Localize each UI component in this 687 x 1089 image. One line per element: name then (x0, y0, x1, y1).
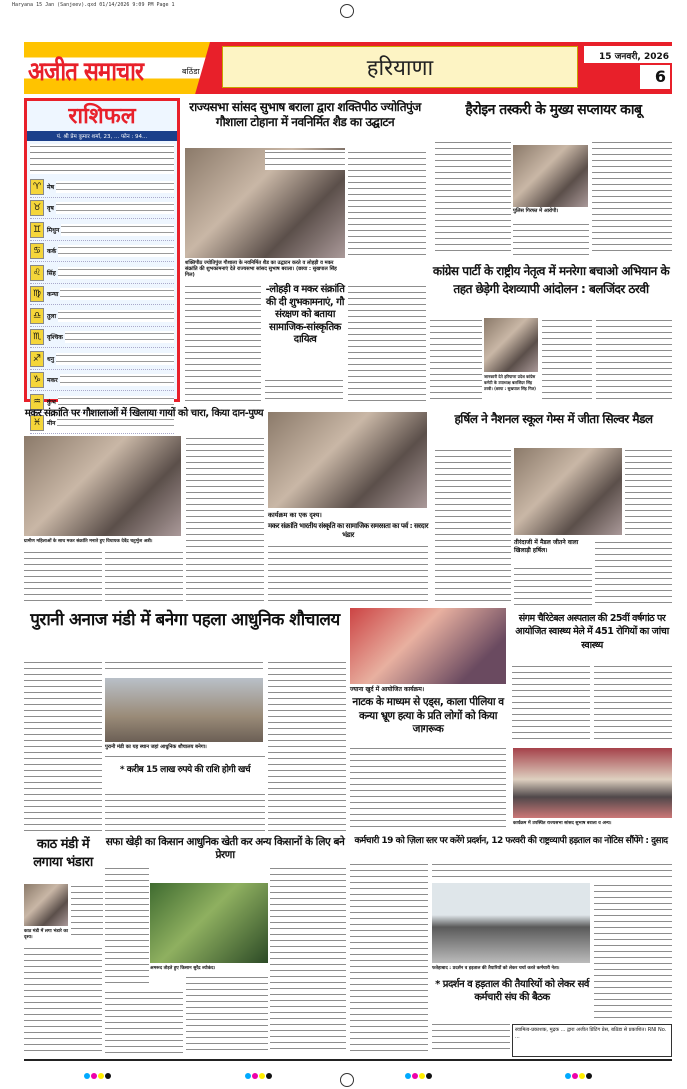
color-bar (565, 1064, 593, 1083)
sign-name: धनु (47, 355, 55, 363)
body-safa (105, 990, 183, 1054)
body-harshil (435, 448, 511, 606)
bottom-rule (24, 1059, 672, 1061)
body-heroin (435, 140, 511, 256)
body-congress (430, 318, 482, 402)
sign-name: मेष (47, 183, 55, 191)
photo-karmachari-protest (432, 883, 590, 963)
subhead-karmachari: * प्रदर्शन व हड़ताल की तैयारियों को लेकर सर्व कर्मचारी संघ की बैठक (435, 979, 589, 1003)
print-slug: Haryana 15 Jan (Sanjeev).qxd 01/14/2026 9:09 PM Page 1 (12, 2, 175, 8)
body-mandi (105, 754, 265, 762)
body-harshil (625, 448, 672, 538)
zodiac-icon: ♌ (30, 265, 44, 281)
body-harshil (595, 540, 672, 606)
headline-barala: राज्यसभा सांसद सुभाष बराला द्वारा शक्तिपीठ ज्योतिपुंज गौशाला टोहाना में नवनिर्मित शैड का उद्घाटन (189, 100, 421, 129)
zodiac-icon: ♉ (30, 200, 44, 216)
page-number: 6 (640, 65, 670, 89)
body-safa (105, 866, 149, 986)
headline-sangam: संगम चैरिटेबल अस्पताल की 25वीं वर्षगांठ पर आयोजित स्वास्थ्य मेले में 451 रोगियों का जांचा स्वास्थ्य (515, 613, 669, 651)
rashifal-sign-row (30, 371, 174, 392)
body-karmachari (432, 862, 672, 880)
imprint-box: स्वामित्व-प्रकाशक, मुद्रक ... द्वारा अजीत प्रिंटिंग प्रेस, बठिंडा से प्रकाशित। RNI No. ... (512, 1024, 672, 1057)
headline-makar: मकर संक्रांति पर गौशालाओं में खिलाया गायों को चारा, किया दान-पुण्य (24, 408, 264, 419)
rashifal-sign-row (30, 177, 174, 198)
rashifal-sign-row (30, 220, 174, 241)
body-center (268, 544, 428, 606)
photo-kath (24, 884, 68, 926)
caption-sangam: कार्यक्रम में उपस्थित राज्यसभा सांसद सुभाष बराला व अन्य। (513, 821, 612, 826)
body-barala (185, 284, 261, 402)
body-safa (270, 866, 346, 1054)
headline-natak: नाटक के माध्यम से एड्स, काला पीलिया व कन्या भ्रूण हत्या के प्रति लोगों को किया जागरूक (352, 696, 504, 736)
photo-mandi-trucks (105, 678, 263, 742)
section-title: हरियाणा (222, 46, 578, 88)
rashifal-title: राशिफल (68, 103, 136, 129)
photo-baljinder-tharvi (484, 318, 538, 372)
zodiac-icon: ♒ (30, 394, 44, 410)
headline-center: मकर संक्रांति भारतीय संस्कृति का सामाजिक समरसता का पर्व : सरदार भंडार (268, 522, 428, 539)
color-bar (405, 1064, 433, 1083)
registration-mark (340, 1073, 354, 1087)
zodiac-icon: ♓ (30, 415, 44, 431)
rashifal-sign-row (30, 263, 174, 284)
headline-heroin: हैरोइन तस्करी के मुख्य सप्लायर काबू (465, 102, 642, 118)
zodiac-icon: ♋ (30, 243, 44, 259)
caption-barala: शक्तिपीठ ज्योतिपुंज गौशाला के नवनिर्मित शैड का उद्घाटन करते व लोहड़ी व मकर संक्रांति की शुभकामनाएं देते राज्यसभा सांसद सुभाष बराला। (छाया : सुखपाल सिंह गिल) (185, 260, 337, 278)
body-heroin (513, 222, 589, 256)
caption-harshil: तीरंदाजी में मैडल जीतने वाला खिलाड़ी हर्षिल। (514, 539, 579, 554)
sign-name: सिंह (47, 269, 56, 277)
rashifal-byline: पं. श्री प्रेम कुमार शर्मा, 23, ... फोन : 94... (27, 131, 177, 141)
photo-program (268, 412, 427, 508)
photo-safa-farmer (150, 883, 268, 963)
headline-congress: कांग्रेस पार्टी के राष्ट्रीय नेतृत्व में मनरेगा बचाओ अभियान के तहत छेड़ेगी देशव्यापी आंदोलन : बलजिंदर ठरवी (432, 264, 670, 296)
photo-heroin-accused (513, 145, 588, 207)
rashifal-sign-row (30, 285, 174, 306)
issue-date: 15 जनवरी, 2026 (584, 46, 672, 63)
sign-prediction (56, 353, 174, 365)
body-mandi (268, 660, 346, 832)
body-congress (596, 318, 672, 402)
caption-makar: ग्रामीण महिलाओं के साथ मकर संक्रांति मनाते हुए विधायक देवेंद्र चतुर्भुज अत्री। (24, 539, 153, 544)
sign-prediction (65, 331, 174, 343)
body-heroin (592, 140, 672, 256)
color-bar (84, 1064, 112, 1083)
sign-prediction (56, 181, 174, 193)
body-karmachari (350, 862, 428, 1054)
body-harshil (514, 566, 592, 606)
sign-prediction (58, 396, 174, 408)
zodiac-icon: ♊ (30, 222, 44, 238)
rashifal-sign-row (30, 328, 174, 349)
sign-prediction (60, 374, 174, 386)
caption-mandi: पुरानी मंडी का यह स्थान जहां आधुनिक शौचालय बनेगा। (105, 744, 207, 750)
registration-mark (340, 4, 354, 18)
caption-safa: अमरूद तोड़ते हुए किसान सुरेंद्र श्योकंद। (150, 966, 216, 971)
body-sangam (512, 664, 590, 744)
body-mandi (24, 660, 102, 832)
headline-safa: सफा खेड़ी का किसान आधुनिक खेती कर अन्य किसानों के लिए बने प्रेरणा (105, 836, 345, 862)
body-makar (24, 550, 102, 606)
sign-prediction (56, 202, 174, 214)
body-makar (186, 436, 264, 606)
sign-name: वृश्चिक (47, 334, 63, 342)
body-barala (265, 150, 345, 170)
body-karmachari (594, 883, 672, 1019)
headline-harshil: हर्षिल ने नैशनल स्कूल गेम्स में जीता सिल्वर मैडल (454, 412, 653, 426)
headline-mandi: पुरानी अनाज मंडी में बनेगा पहला आधुनिक शौचालय (30, 610, 340, 630)
sign-prediction (58, 267, 174, 279)
rashifal-sign-row (30, 349, 174, 370)
zodiac-icon: ♎ (30, 308, 44, 324)
sign-prediction (58, 245, 174, 257)
body-makar (105, 550, 183, 606)
sign-name: वृष (47, 205, 54, 213)
photo-jyana (350, 608, 506, 684)
zodiac-icon: ♏ (30, 329, 44, 345)
rashifal-sign-row (30, 199, 174, 220)
caption-heroin: पुलिस गिरफ्त में आरोपी। (513, 208, 559, 214)
subhead-mandi: * करीब 15 लाख रुपये की राशि होगी खर्च (119, 765, 251, 775)
edition-city: बठिंडा (182, 67, 200, 76)
body-sangam (594, 664, 672, 744)
body-natak (350, 746, 506, 832)
photo-makar (24, 436, 181, 536)
subhead-barala: -लोहड़ी व मकर संक्रांति की दी शुभकामनाएं, गौ संरक्षण को बताया सामाजिक-सांस्कृतिक दायित्व (265, 284, 345, 345)
zodiac-icon: ♍ (30, 286, 44, 302)
sign-name: मकर (47, 377, 58, 385)
sign-prediction (60, 288, 174, 300)
caption-karmachari: फतेहाबाद : प्रदर्शन व हड़ताल की तैयारियों को लेकर चर्चा करते कर्मचारी नेता। (432, 966, 560, 971)
sign-name: तुला (47, 312, 57, 320)
body-barala (348, 150, 426, 256)
sign-name: मिथुन (47, 226, 60, 234)
headline-kath: काठ मंडी में लगाया भंडारा (33, 837, 93, 870)
panchang-text (30, 144, 174, 174)
photo-harshil (514, 448, 622, 535)
caption-jyana: ज्याना खुर्द में आयोजित कार्यक्रम। (350, 686, 425, 693)
body-kath (24, 946, 102, 1054)
zodiac-icon: ♈ (30, 179, 44, 195)
sign-prediction (58, 310, 174, 322)
body-karmachari (432, 1022, 510, 1054)
body-barala (265, 378, 343, 402)
body-mandi (105, 660, 263, 674)
sign-name: मीन (47, 420, 56, 428)
photo-sangam (513, 748, 672, 818)
sign-name: कन्या (47, 291, 59, 299)
sign-prediction (61, 224, 174, 236)
caption-congress: जानकारी देते हरियाणा प्रदेश कांग्रेस कमेटी के उपाध्यक्ष बलजिंदर सिंह ठरवी। (छाया : सुखपाल सिंह गिल) (484, 374, 537, 391)
body-mandi (105, 792, 265, 832)
sign-name: कर्क (47, 248, 57, 256)
rashifal-sign-row (30, 306, 174, 327)
caption-program: कार्यक्रम का एक दृश्य। (268, 511, 322, 519)
zodiac-icon: ♑ (30, 372, 44, 388)
body-congress (542, 318, 592, 402)
body-kath (71, 884, 103, 940)
rashifal-sign-row (30, 242, 174, 263)
sign-name: कुंभ (47, 398, 56, 406)
caption-kath: काठ मंडी में लगा भंडारे का दृश्य। (24, 929, 68, 940)
headline-karmachari: कर्मचारी 19 को ज़िला स्तर पर करेंगे प्रदर्शन, 12 फरवरी की राष्ट्रव्यापी हड़ताल का नोटिस सौंपेंगे : दुसाद (354, 836, 668, 846)
zodiac-icon: ♐ (30, 351, 44, 367)
newspaper-logo: अजीत समाचार (28, 57, 144, 87)
body-barala (348, 284, 426, 402)
body-safa (186, 975, 268, 1054)
color-bar (245, 1064, 273, 1083)
